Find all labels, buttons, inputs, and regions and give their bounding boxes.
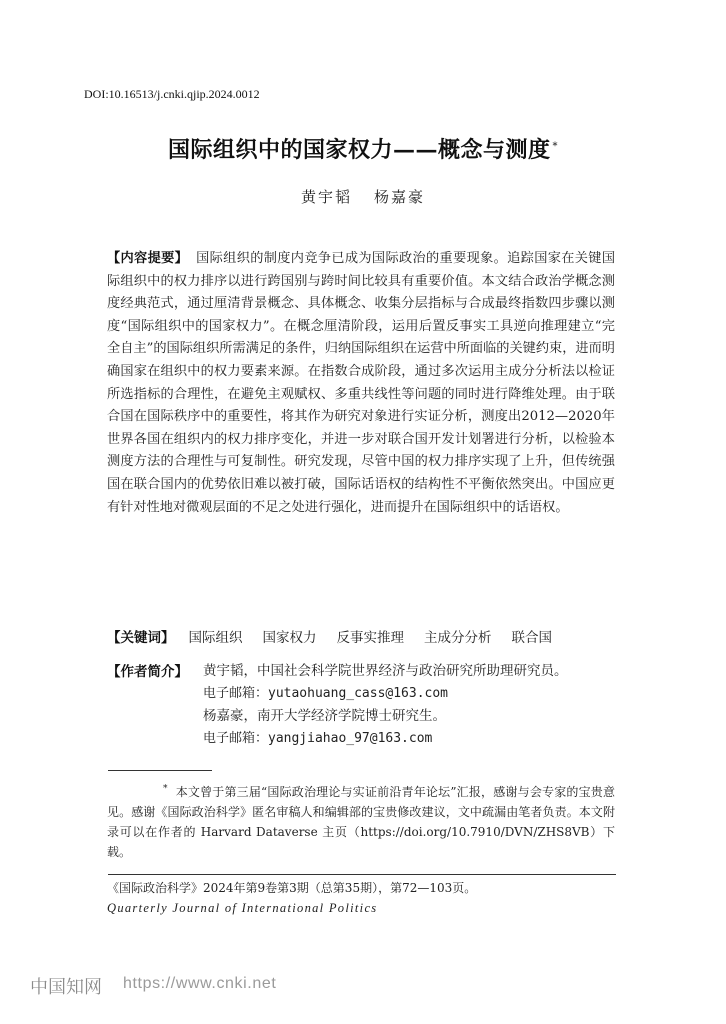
author-email[interactable]: 电子邮箱：yangjiahao_97@163.com <box>203 730 433 746</box>
doi[interactable]: DOI:10.16513/j.cnki.qjip.2024.0012 <box>84 87 260 101</box>
cnki-watermark-url[interactable]: https://www.cnki.net <box>123 975 277 992</box>
author-bio: 杨嘉豪，南开大学经济学院博士研究生。 <box>203 708 446 725</box>
cnki-watermark-logo: 中国知网 <box>30 977 102 998</box>
keyword: 主成分分析 <box>424 630 492 646</box>
keywords <box>107 626 627 646</box>
keyword: 国家权力 <box>262 630 317 646</box>
title-text: 国际组织中的国家权力——概念与测度 <box>167 137 551 163</box>
author-email[interactable]: 电子邮箱：yutaohuang_cass@163.com <box>203 685 449 701</box>
keyword: 反事实推理 <box>336 630 404 646</box>
footnote-text: 本文曾于第三届“国际政治理论与实证前沿青年论坛”汇报，感谢与会专家的宝贵意见。感谢《国际政治科学》匿名审稿人和编辑部的宝贵修改建议，文中疏漏由笔者负责。本文附录可以在作者的 Harvard Dataverse 主页（https://doi.org/10.7910/DVN/ZHS8VB）下载。 <box>107 785 615 859</box>
footnote-mark: * <box>163 784 168 794</box>
abstract-label: 【内容提要】 <box>107 251 189 266</box>
footnote <box>107 779 615 862</box>
keywords-label: 【关键词】 <box>107 630 175 646</box>
footnote-divider <box>108 770 212 771</box>
about-authors-label: 【作者简介】 <box>107 664 188 680</box>
keyword: 国际组织 <box>188 630 243 646</box>
journal-divider <box>108 874 616 875</box>
abstract-text: 国际组织的制度内竞争已成为国际政治的重要现象。追踪国家在关键国际组织中的权力排序以进行跨国别与跨时间比较具有重要价值。本文结合政治学概念测度经典范式，通过厘清背景概念、具体概念、收集分层指标与合成最终指数四步骤以测度“国际组织中的国家权力”。在概念厘清阶段，运用后置反事实工具逆向推理建立“完全自主”的国际组织所需满足的条件，归纳国际组织在运营中所面临的关键约束，进而明确国家在组织中的权力要素来源。在指数合成阶段，通过多次运用主成分分析法以检证所选指标的合理性，在避免主观赋权、多重共线性等问题的同时进行降维处理。由于联合国在国际秩序中的重要性，将其作为研究对象进行实证分析，测度出2012—2020年世界各国在组织内的权力排序变化，并进一步对联合国开发计划署进行分析，以检验本测度方法的合理性与可复制性。研究发现，尽管中国的权力排序实现了上升，但传统强国在联合国内的优势依旧难以被打破，国际话语权的结构性不平衡依然突出。中国应更有针对性地对微观层面的不足之处进行强化，进而提升在国际组织中的话语权。 <box>107 251 616 515</box>
keyword: 联合国 <box>511 630 552 646</box>
author-name: 杨嘉豪 <box>374 188 426 206</box>
author-list <box>0 186 726 207</box>
journal-citation: 《国际政治科学》2024年第9卷第3期（总第35期），第72—103页。 <box>107 881 477 895</box>
author-name: 黄宇韬 <box>300 188 352 206</box>
journal-english-title: Quarterly Journal of International Politics <box>107 901 378 915</box>
title-footnote-mark[interactable]: * <box>552 140 558 152</box>
paper-title <box>0 133 726 164</box>
author-bio: 黄宇韬，中国社会科学院世界经济与政治研究所助理研究员。 <box>203 663 568 679</box>
abstract <box>107 248 615 519</box>
about-authors <box>203 660 623 750</box>
journal-info <box>107 878 615 918</box>
